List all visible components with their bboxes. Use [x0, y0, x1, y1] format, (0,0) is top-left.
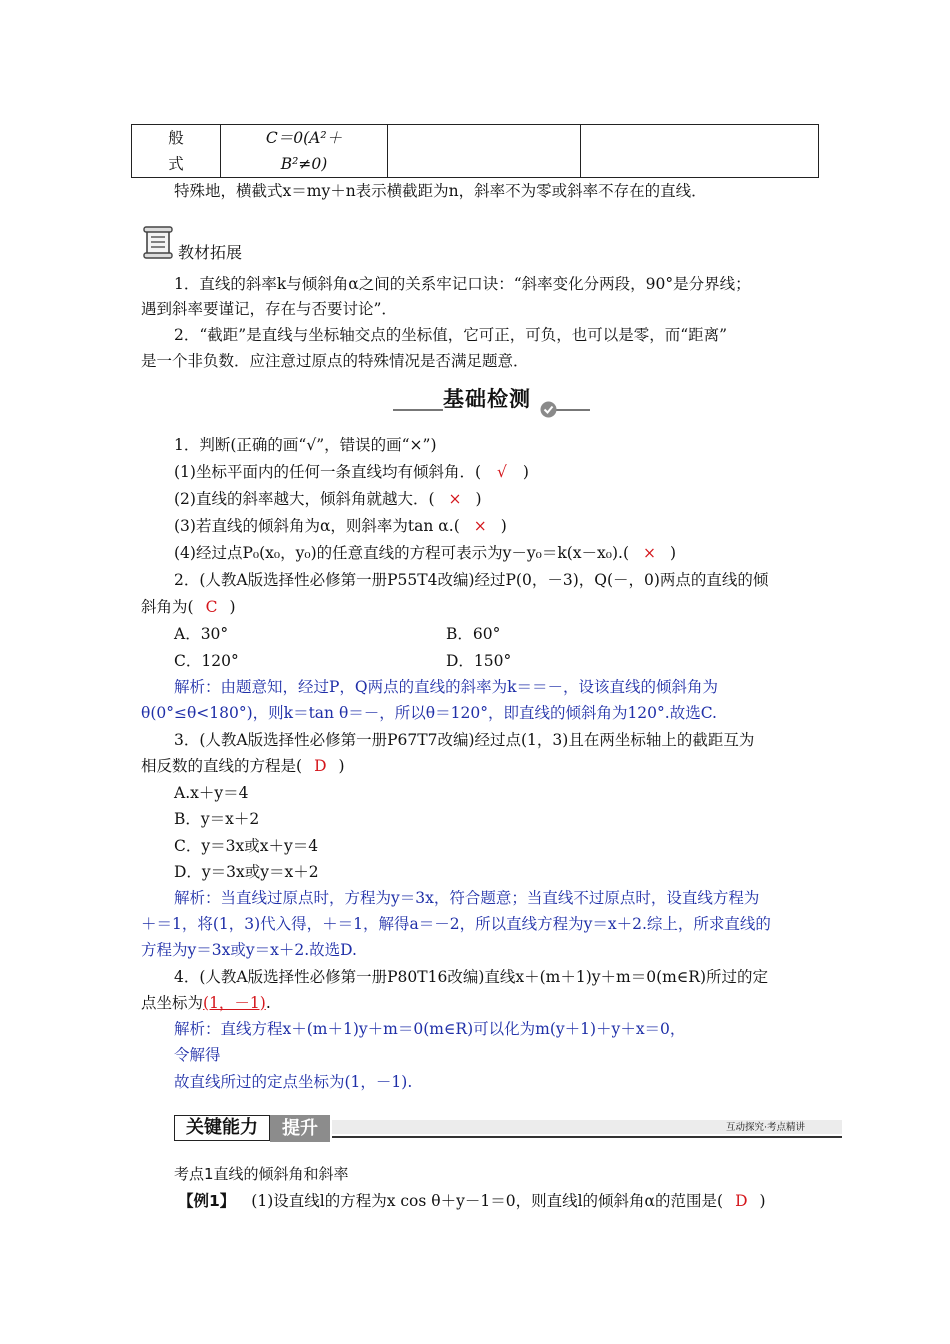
q4-solution-cont: 令解得 — [174, 1046, 221, 1064]
paren-close: ) — [500, 517, 507, 535]
paren-close: ) — [759, 1192, 766, 1210]
textbook-ext-p1-cont: 遇到斜率要谨记，存在与否要讨论”． — [141, 300, 397, 318]
q1-item-text: (1)坐标平面内的任何一条直线均有倾斜角．( — [174, 463, 482, 481]
check-icon — [540, 401, 557, 418]
q4-solution: 解析：直线方程x＋(m＋1)y＋m＝0(m∈R)可以化为m(y＋1)＋y＋x＝0， — [174, 1020, 686, 1038]
banner-rule-left — [393, 409, 443, 411]
q3-solution: 解析：当直线过原点时，方程为y＝3x，符合题意；当直线不过原点时，设直线方程为 — [174, 889, 760, 907]
q3-solution-cont: ＋＝1，将(1，3)代入得，＋＝1，解得a＝－2，所以直线方程为y＝x＋2.综上，所求直线的 — [141, 915, 771, 933]
table-cell-text: 般 — [168, 129, 184, 147]
table-cell-text: 式 — [168, 155, 184, 173]
q3-stem: 3．(人教A版选择性必修第一册P67T7改编)经过点(1，3)且在两坐标轴上的截距互为 — [174, 731, 755, 749]
q2-stem-cont — [141, 594, 236, 621]
q1-answer-4: × — [643, 544, 657, 562]
key-ability-title: 关键能力 — [174, 1115, 270, 1141]
q1-stem: 1．判断(正确的画“√”，错误的画“×”) — [174, 436, 437, 454]
example-label: 【例1】 — [178, 1192, 236, 1210]
q3-option-b: B．y＝x＋2 — [174, 810, 260, 828]
q1-answer-3: × — [473, 517, 487, 535]
q2-solution: 解析：由题意知，经过P，Q两点的直线的斜率为k＝＝－，设该直线的倾斜角为 — [174, 678, 719, 696]
q4-stem-text: 点坐标为 — [141, 994, 204, 1012]
q3-option-d: D．y＝3x或y＝x＋2 — [174, 863, 319, 881]
scroll-book-icon — [141, 226, 175, 260]
textbook-ext-p1: 1．直线的斜率k与倾斜角α之间的关系牢记口诀：“斜率变化分两段，90°是分界线； — [174, 275, 751, 293]
textbook-ext-p2-cont: 是一个非负数．应注意过原点的特殊情况是否满足题意． — [141, 352, 529, 370]
q1-answer-2: × — [448, 490, 462, 508]
textbook-ext-title: 教材拓展 — [178, 243, 243, 262]
example-1 — [178, 1188, 766, 1215]
table-cell-text: B²≠0) — [280, 155, 328, 173]
q3-stem-text: 相反数的直线的方程是( — [141, 757, 303, 775]
q3-option-c: C．y＝3x或x＋y＝4 — [174, 837, 319, 855]
table-cell-form-name — [132, 125, 221, 178]
q1-item-text: (2)直线的斜率越大，倾斜角就越大．( — [174, 490, 435, 508]
q4-solution-cont: 故直线所过的定点坐标为(1，－1). — [174, 1073, 413, 1091]
paren-close: ) — [338, 757, 345, 775]
q2-option-c: C．120° — [174, 652, 239, 670]
q1-answer-1: √ — [497, 463, 507, 481]
q4-answer: (1，－1) — [203, 994, 266, 1012]
q1-item-1 — [174, 459, 529, 486]
table-cell-text: C＝0(A²＋ — [265, 129, 343, 147]
q2-solution-cont: θ(0°≤θ<180°)，则k＝tan θ＝－，所以θ＝120°，即直线的倾斜角为120°.故选C. — [141, 704, 717, 722]
q4-stem: 4．(人教A版选择性必修第一册P80T16改编)直线x＋(m＋1)y＋m＝0(m∈R)所过的定 — [174, 968, 769, 986]
table-cell-formula — [221, 125, 388, 178]
q2-stem-text: 斜角为( — [141, 598, 194, 616]
q3-stem-cont — [141, 753, 345, 780]
table-cell-empty — [581, 125, 819, 178]
kaodian-title: 考点1直线的倾斜角和斜率 — [174, 1165, 349, 1183]
key-ability-tag: 提升 — [270, 1115, 330, 1142]
key-ability-header — [174, 1115, 842, 1141]
example-text: (1)设直线l的方程为x cos θ＋y－1＝0，则直线l的倾斜角α的范围是( — [251, 1192, 724, 1210]
example-answer: D — [735, 1192, 748, 1210]
q1-item-text: (4)经过点P₀(x₀，y₀)的任意直线的方程可表示为y－y₀＝k(x－x₀).( — [174, 544, 630, 562]
q3-option-a: A.x＋y＝4 — [174, 784, 249, 802]
q2-option-b: B．60° — [446, 625, 501, 643]
paren-close: ) — [475, 490, 482, 508]
q4-stem-cont — [141, 990, 271, 1017]
q3-answer: D — [314, 757, 327, 775]
section-banner-title: 基础检测 — [443, 387, 531, 411]
banner-rule-right — [556, 409, 590, 411]
special-note: 特殊地，横截式x＝my＋n表示横截距为n，斜率不为零或斜率不存在的直线． — [174, 182, 707, 200]
q2-answer: C — [205, 598, 218, 616]
paren-close: ) — [522, 463, 529, 481]
q1-item-3 — [174, 513, 507, 540]
q4-stem-end: . — [265, 994, 271, 1012]
table-cell-empty — [388, 125, 581, 178]
q1-item-text: (3)若直线的倾斜角为α，则斜率为tan α.( — [174, 517, 460, 535]
textbook-ext-p2: 2．“截距”是直线与坐标轴交点的坐标值，它可正，可负，也可以是零，而“距离” — [174, 326, 728, 344]
q2-option-a: A．30° — [174, 625, 229, 643]
q3-solution-cont: 方程为y＝3x或y＝x＋2.故选D. — [141, 941, 357, 959]
paren-close: ) — [229, 598, 236, 616]
q1-item-4 — [174, 540, 676, 567]
q2-stem: 2．(人教A版选择性必修第一册P55T4改编)经过P(0，－3)，Q(－，0)两点的直线的倾 — [174, 571, 769, 589]
paren-close: ) — [670, 544, 677, 562]
q2-option-d: D．150° — [446, 652, 512, 670]
line-form-table — [131, 124, 819, 178]
q1-item-2 — [174, 486, 482, 513]
key-ability-subtitle: 互动探究·考点精讲 — [726, 1122, 806, 1133]
header-bar-rule — [332, 1136, 842, 1138]
